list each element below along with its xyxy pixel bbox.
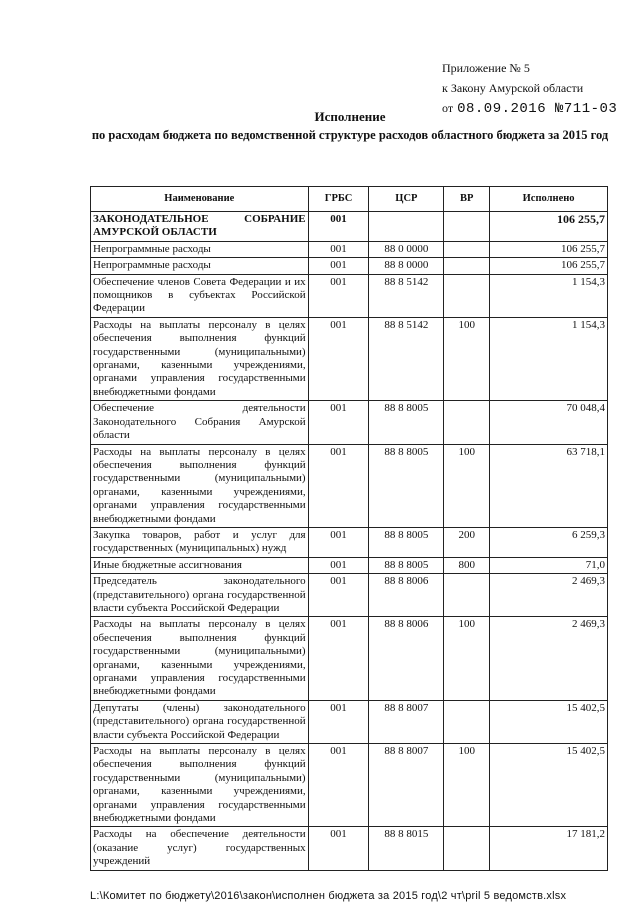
cell-csr: 88 8 8015 <box>369 827 444 870</box>
table-row <box>91 401 608 444</box>
table-row <box>91 444 608 527</box>
cell-grbs: 001 <box>308 574 369 617</box>
cell-vr <box>444 700 490 743</box>
annex-number: Приложение № 5 <box>442 61 530 75</box>
cell-grbs: 001 <box>308 700 369 743</box>
title-line-1: Исполнение <box>314 109 386 124</box>
cell-name: Расходы на выплаты персоналу в целях обеспечения выполнения функций государственными (муниципальными) органами, казенными учреждениями, органами управления государственными внебюджетными фондами <box>91 444 309 527</box>
cell-sum: 70 048,4 <box>490 401 608 444</box>
cell-sum: 15 402,5 <box>490 744 608 827</box>
table-row <box>91 574 608 617</box>
header-csr: ЦСР <box>369 187 444 212</box>
table-row <box>91 744 608 827</box>
cell-csr: 88 8 8005 <box>369 444 444 527</box>
cell-vr: 200 <box>444 527 490 557</box>
cell-vr: 800 <box>444 557 490 573</box>
cell-name: Непрограммные расходы <box>91 241 309 257</box>
cell-sum: 1 154,3 <box>490 274 608 317</box>
cell-grbs: 001 <box>308 317 369 400</box>
cell-name: Обеспечение членов Совета Федерации и их помощников в субъектах Российской Федерации <box>91 274 309 317</box>
cell-sum: 15 402,5 <box>490 700 608 743</box>
header-sum: Исполнено <box>490 187 608 212</box>
cell-sum: 71,0 <box>490 557 608 573</box>
cell-sum: 2 469,3 <box>490 574 608 617</box>
header-name: Наименование <box>91 187 309 212</box>
cell-vr: 100 <box>444 744 490 827</box>
cell-name: ЗАКОНОДАТЕЛЬНОЕ СОБРАНИЕ АМУРСКОЙ ОБЛАСТИ <box>91 212 309 242</box>
cell-grbs: 001 <box>308 212 369 242</box>
cell-csr: 88 8 5142 <box>369 317 444 400</box>
cell-vr <box>444 274 490 317</box>
cell-name: Председатель законодательного (представительного) органа государственной власти субъекта Российской Федерации <box>91 574 309 617</box>
cell-name: Иные бюджетные ассигнования <box>91 557 309 573</box>
cell-grbs: 001 <box>308 744 369 827</box>
cell-vr <box>444 241 490 257</box>
cell-csr: 88 8 0000 <box>369 258 444 274</box>
cell-csr: 88 8 8006 <box>369 617 444 700</box>
cell-sum: 106 255,7 <box>490 212 608 242</box>
table-row <box>91 557 608 573</box>
budget-table <box>90 186 608 871</box>
cell-name: Расходы на выплаты персоналу в целях обеспечения выполнения функций государственными (муниципальными) органами, казенными учреждениями, органами управления государственными внебюджетными фондами <box>91 744 309 827</box>
cell-name: Расходы на выплаты персоналу в целях обеспечения выполнения функций государственными (муниципальными) органами, казенными учреждениями, органами управления государственными внебюджетными фондами <box>91 317 309 400</box>
cell-grbs: 001 <box>308 527 369 557</box>
cell-vr: 100 <box>444 317 490 400</box>
table-row <box>91 241 608 257</box>
cell-vr: 100 <box>444 444 490 527</box>
cell-csr: 88 8 8007 <box>369 744 444 827</box>
cell-sum: 2 469,3 <box>490 617 608 700</box>
cell-name: Обеспечение деятельности Законодательного Собрания Амурской области <box>91 401 309 444</box>
cell-sum: 63 718,1 <box>490 444 608 527</box>
cell-name: Непрограммные расходы <box>91 258 309 274</box>
cell-csr: 88 8 8006 <box>369 574 444 617</box>
header-grbs: ГРБС <box>308 187 369 212</box>
cell-csr: 88 0 0000 <box>369 241 444 257</box>
table-row <box>91 258 608 274</box>
cell-sum: 6 259,3 <box>490 527 608 557</box>
cell-csr: 88 8 8007 <box>369 700 444 743</box>
cell-grbs: 001 <box>308 241 369 257</box>
table-row <box>91 527 608 557</box>
cell-name: Расходы на выплаты персоналу в целях обеспечения выполнения функций государственными (муниципальными) органами, казенными учреждениями, органами управления государственными внебюджетными фондами <box>91 617 309 700</box>
cell-sum: 17 181,2 <box>490 827 608 870</box>
table-row <box>91 317 608 400</box>
cell-grbs: 001 <box>308 401 369 444</box>
cell-grbs: 001 <box>308 444 369 527</box>
cell-grbs: 001 <box>308 258 369 274</box>
cell-name: Закупка товаров, работ и услуг для государственных (муниципальных) нужд <box>91 527 309 557</box>
cell-vr <box>444 212 490 242</box>
table-row <box>91 827 608 870</box>
cell-vr: 100 <box>444 617 490 700</box>
cell-vr <box>444 574 490 617</box>
cell-vr <box>444 827 490 870</box>
cell-csr: 88 8 8005 <box>369 527 444 557</box>
cell-name: Депутаты (члены) законодательного (представительного) органа государственной власти субъекта Российской Федерации <box>91 700 309 743</box>
cell-grbs: 001 <box>308 617 369 700</box>
document-title <box>90 108 610 144</box>
table-row <box>91 274 608 317</box>
cell-grbs: 001 <box>308 274 369 317</box>
table-row <box>91 617 608 700</box>
annex-date-value: 08.09.2016 №711-03 <box>457 101 618 117</box>
file-path-footer: L:\Комитет по бюджету\2016\закон\исполнен бюджета за 2015 год\2 чт\pril 5 ведомств.xlsx <box>90 890 567 902</box>
cell-sum: 1 154,3 <box>490 317 608 400</box>
annex-date-prefix: от <box>442 101 454 115</box>
cell-name: Расходы на обеспечение деятельности (оказание услуг) государственных учреждений <box>91 827 309 870</box>
cell-csr: 88 8 8005 <box>369 401 444 444</box>
cell-sum: 106 255,7 <box>490 241 608 257</box>
cell-csr: 88 8 8005 <box>369 557 444 573</box>
cell-csr: 88 8 5142 <box>369 274 444 317</box>
cell-vr <box>444 401 490 444</box>
header-vr: ВР <box>444 187 490 212</box>
annex-law: к Закону Амурской области <box>442 81 584 95</box>
cell-sum: 106 255,7 <box>490 258 608 274</box>
table-header-row <box>91 187 608 212</box>
cell-csr <box>369 212 444 242</box>
table-row <box>91 700 608 743</box>
cell-grbs: 001 <box>308 557 369 573</box>
cell-grbs: 001 <box>308 827 369 870</box>
cell-vr <box>444 258 490 274</box>
table-row <box>91 212 608 242</box>
title-line-2: по расходам бюджета по ведомственной структуре расходов областного бюджета за 2015 год <box>91 128 609 142</box>
